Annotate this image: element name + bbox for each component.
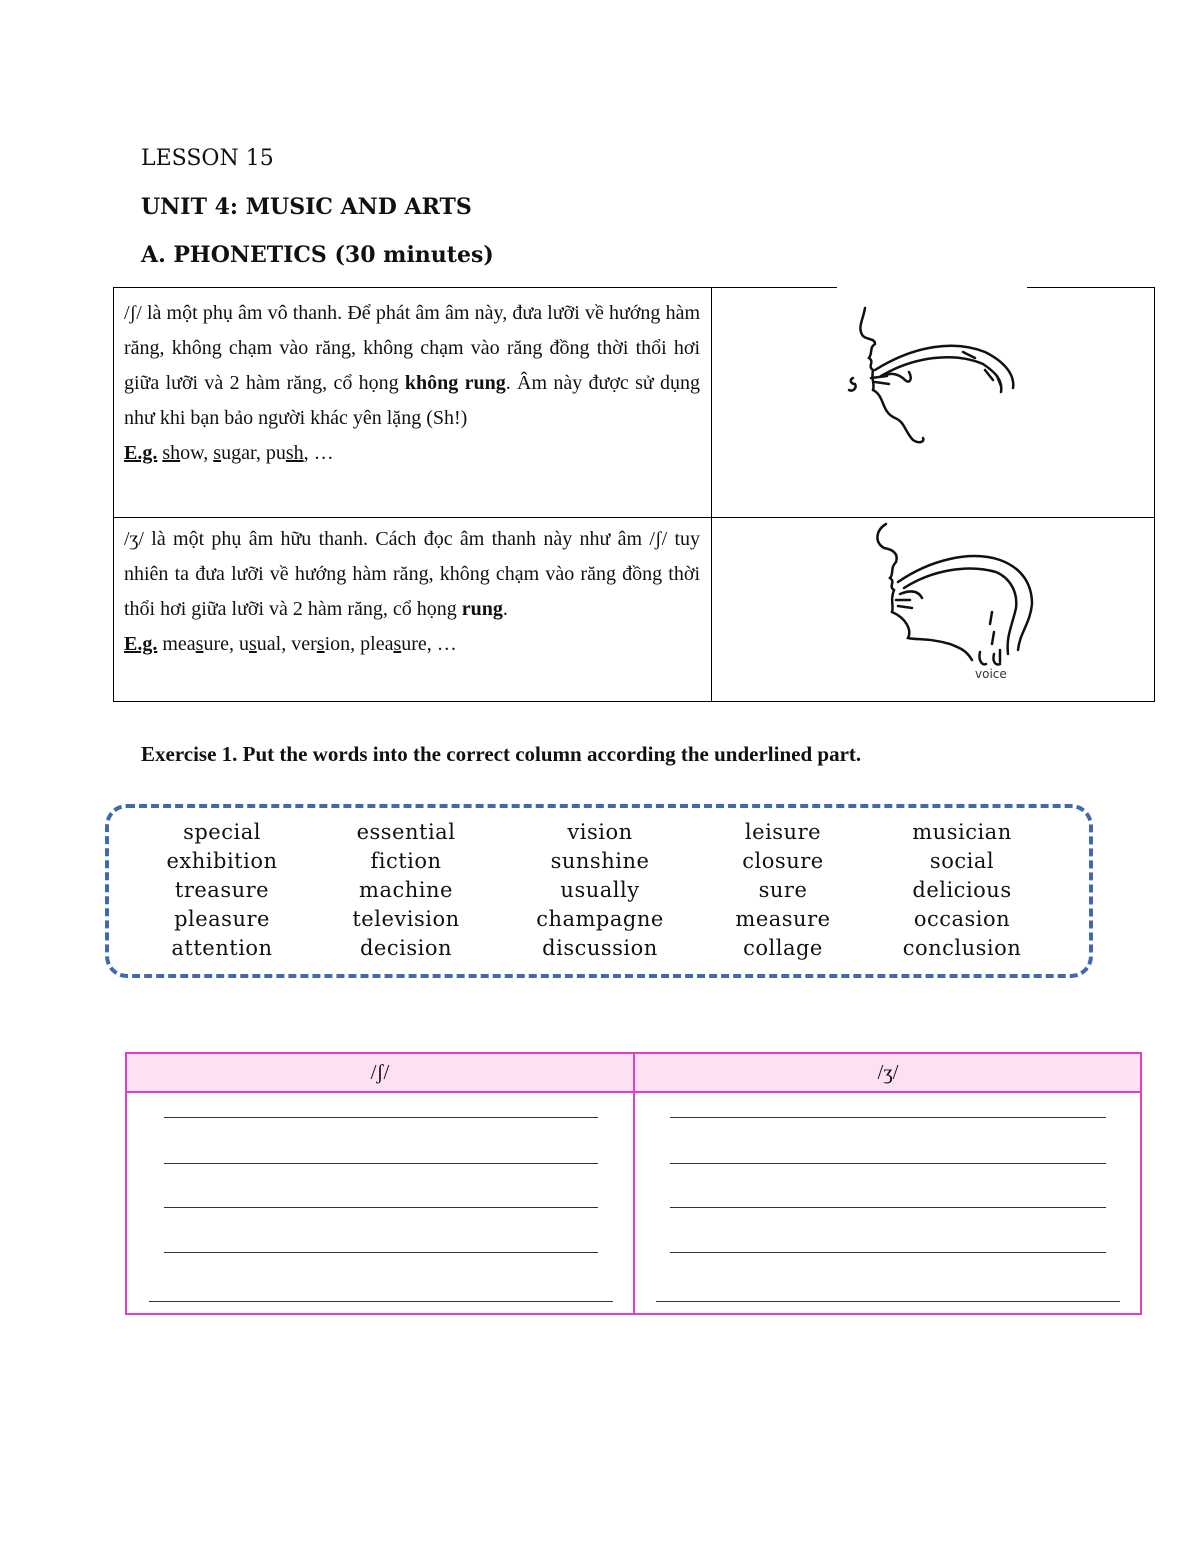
sh-answer-line[interactable] [164, 1117, 598, 1118]
word-item: musician [912, 820, 1012, 844]
sh-answer-line[interactable] [149, 1301, 613, 1302]
word-item: decision [359, 936, 452, 960]
word-item: sure [758, 878, 808, 902]
word-column-5 [877, 818, 1047, 963]
zh-answer-line[interactable] [670, 1252, 1106, 1253]
sh-answer-line[interactable] [164, 1163, 598, 1164]
word-item: champagne [536, 907, 664, 931]
word-item: essential [356, 820, 456, 844]
lesson-title: LESSON 15 [141, 146, 274, 171]
word-item: exhibition [166, 849, 278, 873]
exercise-title: Exercise 1. Put the words into the correct column according the underlined part. [141, 742, 862, 766]
voice-label: voice [975, 667, 1007, 681]
word-column-4 [698, 818, 868, 963]
sh-answer-line[interactable] [164, 1252, 598, 1253]
answer-table [125, 1052, 1142, 1315]
word-item: measure [735, 907, 831, 931]
word-item: social [929, 849, 995, 873]
word-item: machine [359, 878, 453, 902]
zh-answer-line[interactable] [670, 1163, 1106, 1164]
zh-description: /ʒ/ là một phụ âm hữu thanh. Cách đọc âm thanh này như âm /ʃ/ tuy nhiên ta đưa lưỡi về hướng hàm răng, không chạm vào răng đồng thời thổi hơi giữa lưỡi và 2 hàm răng, cổ họng rung. E.g. measure, usual, version, pleasure, … [124, 522, 700, 662]
example-word: show [162, 442, 204, 464]
word-item: closure [742, 849, 824, 873]
zh-answer-line[interactable] [670, 1117, 1106, 1118]
word-item: occasion [913, 907, 1011, 931]
word-item: usually [560, 878, 640, 902]
word-column-2 [321, 818, 491, 963]
mouth-tongue-diagram-sh-icon [835, 300, 1035, 450]
example-word: pleasure [360, 633, 427, 655]
word-item: attention [171, 936, 273, 960]
word-item: conclusion [902, 936, 1022, 960]
word-item: discussion [542, 936, 658, 960]
word-item: special [183, 820, 261, 844]
example-word: measure [162, 633, 229, 655]
sh-answer-line[interactable] [164, 1207, 598, 1208]
zh-answer-line[interactable] [656, 1301, 1120, 1302]
unit-title: UNIT 4: MUSIC AND ARTS [141, 194, 472, 220]
sh-description: /ʃ/ là một phụ âm vô thanh. Để phát âm âm này, đưa lưỡi về hướng hàm răng, không chạm vào răng, không chạm vào răng đồng thời thổi hơi giữa lưỡi và 2 hàm răng, cổ họng không rung. Âm này được sử dụng như khi bạn bảo người khác yên lặng (Sh!) E.g. show, sugar, push, … [124, 296, 700, 471]
sh-examples: E.g. show, sugar, push, … [124, 442, 334, 464]
section-title: A. PHONETICS (30 minutes) [141, 242, 494, 268]
word-item: television [352, 907, 460, 931]
word-item: collage [743, 936, 823, 960]
example-word: sugar [213, 442, 256, 464]
word-item: pleasure [174, 907, 270, 931]
zh-column-header: /ʒ/ [877, 1060, 899, 1084]
word-column-3 [515, 818, 685, 963]
word-item: fiction [370, 849, 442, 873]
zh-answer-line[interactable] [670, 1207, 1106, 1208]
mouth-throat-diagram-zh-icon [860, 520, 1050, 685]
example-word: version [291, 633, 351, 655]
sh-column-header: /ʃ/ [370, 1060, 390, 1084]
example-word: usual [239, 633, 282, 655]
word-item: vision [567, 820, 633, 844]
word-item: delicious [912, 878, 1012, 902]
zh-examples: E.g. measure, usual, version, pleasure, … [124, 633, 457, 655]
word-column-1 [137, 818, 307, 963]
example-word: push [265, 442, 304, 464]
word-item: leisure [744, 820, 822, 844]
word-item: sunshine [550, 849, 650, 873]
word-item: treasure [174, 878, 270, 902]
